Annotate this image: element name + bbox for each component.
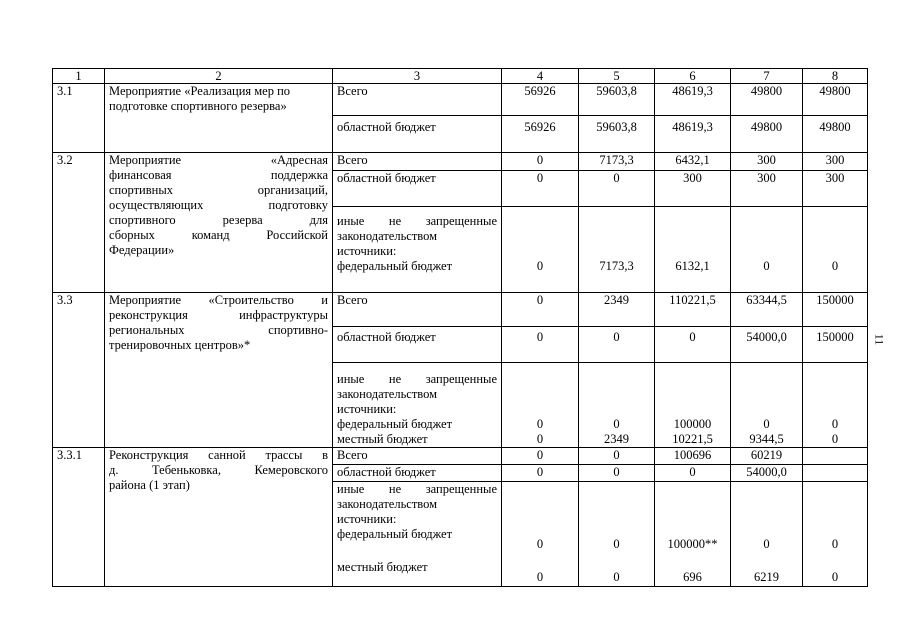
value-cell: 0 [502, 171, 579, 207]
fed-value: 0 [763, 417, 770, 431]
value-cell: 0 [579, 327, 655, 363]
value-cell: 54000,0 [731, 465, 803, 482]
value-cell: 0 [502, 207, 579, 293]
source-line: источники: [337, 244, 397, 258]
source-cell [333, 207, 502, 293]
value-cell [803, 465, 868, 482]
table-row [53, 448, 868, 465]
value-cell: 48619,3 [655, 84, 731, 116]
source-line: иные не запрещенные [337, 482, 497, 496]
source-line: местный бюджет [337, 560, 428, 574]
value-cell [579, 482, 655, 587]
source-line: местный бюджет [337, 432, 428, 446]
fed-value: 0 [536, 417, 544, 431]
source-cell: областной бюджет [333, 171, 502, 207]
value-cell: 48619,3 [655, 116, 731, 153]
title-line: Федерации» [109, 243, 175, 257]
local-value: 2349 [604, 432, 629, 446]
value-cell: 6432,1 [655, 153, 731, 171]
value-cell: 300 [803, 153, 868, 171]
value-cell: 49800 [731, 84, 803, 116]
title-line: финансовая поддержка [109, 168, 328, 182]
source-cell [333, 363, 502, 448]
value-cell [502, 482, 579, 587]
row-id: 3.1 [53, 84, 105, 153]
value-cell: 7173,3 [579, 153, 655, 171]
value-cell: 0 [579, 171, 655, 207]
fed-value: 0 [763, 537, 770, 551]
local-value: 10221,5 [672, 432, 713, 446]
source-line: законодательством [337, 387, 438, 401]
value-cell: 100696 [655, 448, 731, 465]
value-cell [803, 363, 868, 448]
value-cell: 300 [803, 171, 868, 207]
source-cell: областной бюджет [333, 327, 502, 363]
fed-value: 0 [536, 537, 544, 551]
value-cell: 0 [579, 465, 655, 482]
local-value: 0 [831, 432, 839, 446]
value-cell [655, 482, 731, 587]
fed-value: 0 [613, 417, 620, 431]
title-line: Мероприятие «Строительство и [109, 293, 328, 307]
value-cell: 6132,1 [655, 207, 731, 293]
source-cell: Всего [333, 153, 502, 171]
value-cell: 0 [655, 327, 731, 363]
local-value: 0 [536, 570, 544, 584]
fed-value: 0 [831, 537, 839, 551]
header-cell: 8 [803, 69, 868, 84]
source-cell: областной бюджет [333, 116, 502, 153]
value-cell: 300 [655, 171, 731, 207]
value-cell [579, 363, 655, 448]
title-line: района (1 этап) [109, 478, 190, 492]
value-cell [803, 448, 868, 465]
source-cell: Всего [333, 293, 502, 327]
title-line: сборных команд Российской [109, 228, 328, 242]
value-cell: 300 [731, 171, 803, 207]
source-line: иные не запрещенные [337, 372, 497, 386]
value-cell: 63344,5 [731, 293, 803, 327]
source-cell: областной бюджет [333, 465, 502, 482]
fed-value: 0 [831, 417, 839, 431]
source-cell [333, 482, 502, 587]
value-cell: 0 [502, 465, 579, 482]
source-line: законодательством [337, 229, 438, 243]
value-cell: 150000 [803, 293, 868, 327]
row-id: 3.2 [53, 153, 105, 293]
value-cell [502, 363, 579, 448]
local-value: 6219 [754, 570, 779, 584]
value-cell [731, 482, 803, 587]
source-line: источники: [337, 402, 397, 416]
title-line: реконструкция инфраструктуры [109, 308, 328, 322]
table-row [53, 153, 868, 171]
source-line: источники: [337, 512, 397, 526]
row-title [105, 448, 333, 587]
source-line: законодательством [337, 497, 438, 511]
header-cell: 4 [502, 69, 579, 84]
header-cell: 2 [105, 69, 333, 84]
value-cell: 49800 [803, 84, 868, 116]
value-cell: 0 [655, 465, 731, 482]
source-line: иные не запрещенные [337, 214, 497, 228]
value-cell: 54000,0 [731, 327, 803, 363]
budget-table [52, 68, 868, 587]
header-row [53, 69, 868, 84]
row-id: 3.3 [53, 293, 105, 448]
value-cell: 0 [502, 293, 579, 327]
row-title [105, 153, 333, 293]
value-cell: 0 [579, 448, 655, 465]
fed-value: 100000** [667, 537, 718, 551]
source-line: федеральный бюджет [337, 259, 453, 273]
header-cell: 6 [655, 69, 731, 84]
row-title [105, 293, 333, 448]
value-cell: 300 [731, 153, 803, 171]
title-line: спортивных организаций, [109, 183, 328, 197]
value-cell: 56926 [502, 116, 579, 153]
header-cell: 3 [333, 69, 502, 84]
title-line: региональных спортивно- [109, 323, 328, 337]
title-line: д. Тебеньковка, Кемеровского [109, 463, 328, 477]
value-cell: 7173,3 [579, 207, 655, 293]
header-cell: 7 [731, 69, 803, 84]
value-cell: 150000 [803, 327, 868, 363]
value-cell: 0 [502, 327, 579, 363]
value-cell: 49800 [803, 116, 868, 153]
local-value: 9344,5 [749, 432, 784, 446]
value-cell [803, 482, 868, 587]
row-id: 3.3.1 [53, 448, 105, 587]
table-row [53, 293, 868, 327]
source-cell: Всего [333, 448, 502, 465]
local-value: 696 [683, 570, 702, 584]
value-cell [655, 363, 731, 448]
value-cell: 0 [731, 207, 803, 293]
fed-value: 100000 [673, 417, 712, 431]
page-number: 11 [872, 333, 887, 346]
source-line: федеральный бюджет [337, 527, 453, 541]
source-cell: Всего [333, 84, 502, 116]
value-cell: 0 [502, 448, 579, 465]
value-cell: 59603,8 [579, 84, 655, 116]
source-line: федеральный бюджет [337, 417, 453, 431]
title-line: Мероприятие «Адресная [109, 153, 328, 167]
value-cell: 110221,5 [655, 293, 731, 327]
title-line: Реконструкция санной трассы в [109, 448, 328, 462]
value-cell: 56926 [502, 84, 579, 116]
title-line: осуществляющих подготовку [109, 198, 328, 212]
local-value: 0 [536, 432, 544, 446]
title-line: тренировочных центров»* [109, 338, 251, 352]
value-cell: 60219 [731, 448, 803, 465]
header-cell: 5 [579, 69, 655, 84]
fed-value: 0 [613, 537, 620, 551]
value-cell: 2349 [579, 293, 655, 327]
value-cell: 0 [502, 153, 579, 171]
row-title: Мероприятие «Реализация мер по подготовке спортивного резерва» [105, 84, 333, 153]
value-cell: 49800 [731, 116, 803, 153]
value-cell: 0 [803, 207, 868, 293]
table-row [53, 84, 868, 116]
value-cell [731, 363, 803, 448]
value-cell: 59603,8 [579, 116, 655, 153]
header-cell: 1 [53, 69, 105, 84]
local-value: 0 [613, 570, 620, 584]
local-value: 0 [831, 570, 839, 584]
title-line: спортивного резерва для [109, 213, 328, 227]
